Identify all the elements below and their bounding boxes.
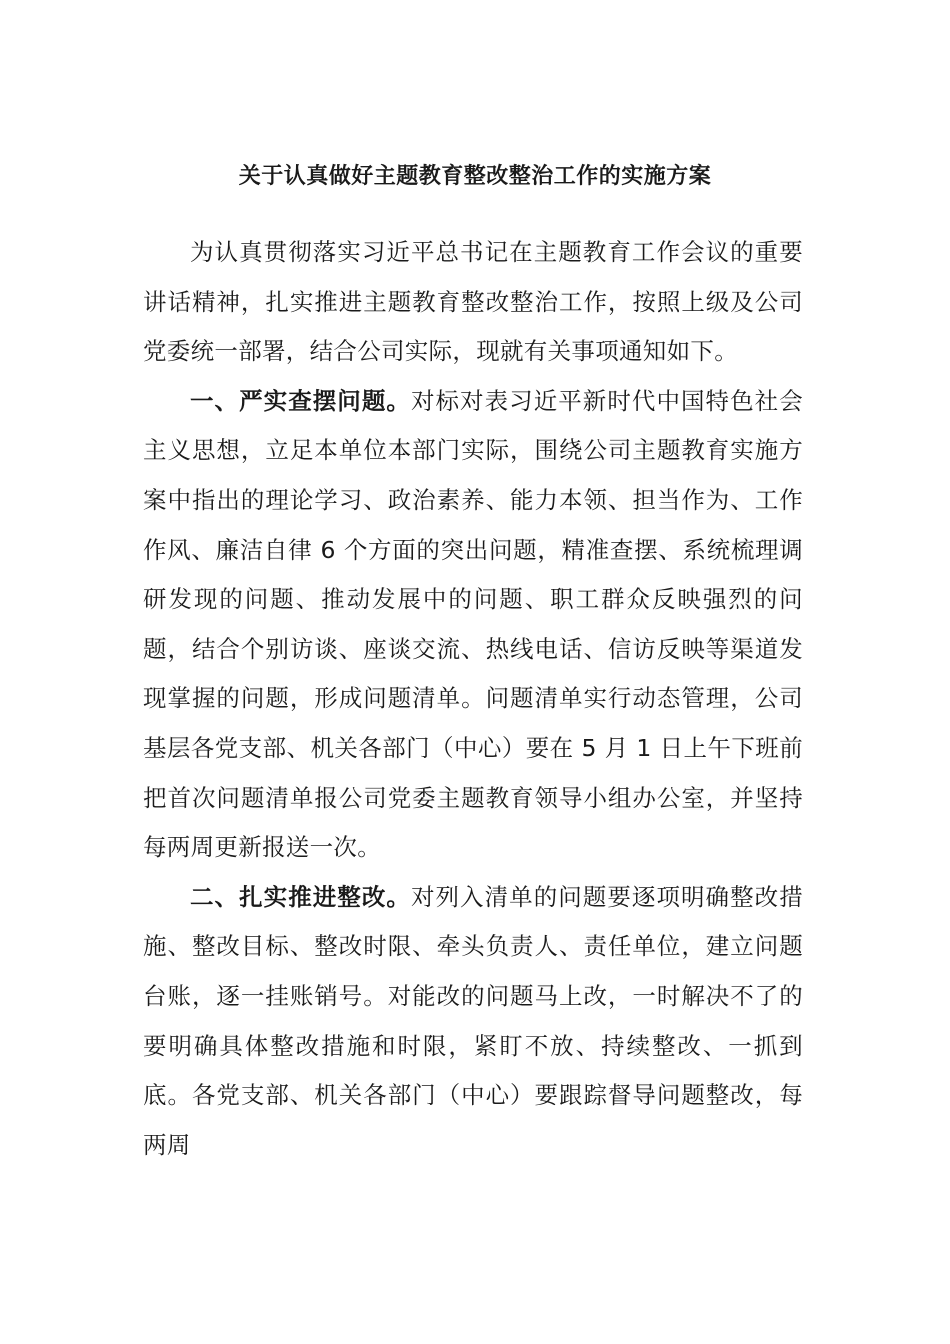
document-title: 关于认真做好主题教育整改整治工作的实施方案 <box>238 164 712 189</box>
section-text-2: 对列入清单的问题要逐项明确整改措施、整改目标、整改时限、牵头负责人、责任单位，建立问题台账，逐一挂账销号。对能改的问题马上改，一时解决不了的要明确具体整改措施和时限，紧盯不放、持续整改、一抓到底。各党支部、机关各部门（中心）要跟踪督导问题整改，每两周 <box>143 882 803 1159</box>
section-heading-1: 一、严实查摆问题。 <box>190 386 411 415</box>
section-paragraph-2 <box>143 873 803 1171</box>
intro-paragraph: 为认真贯彻落实习近平总书记在主题教育工作会议的重要讲话精神，扎实推进主题教育整改整治工作，按照上级及公司党委统一部署，结合公司实际，现就有关事项通知如下。 <box>143 238 803 366</box>
document-body <box>143 228 803 1170</box>
section-text-1: 对标对表习近平新时代中国特色社会主义思想，立足本单位本部门实际，围绕公司主题教育实施方案中指出的理论学习、政治素养、能力本领、担当作为、工作作风、廉洁自律 6 个方面的突出问题，精准查摆、系统梳理调研发现的问题、推动发展中的问题、职工群众反映强烈的问题，结合个别访谈、座谈交流、热线电话、信访反映等渠道发现掌握的问题，形成问题清单。问题清单实行动态管理，公司基层各党支部、机关各部门（中心）要在 5 月 1 日上午下班前把首次问题清单报公司党委主题教育领导小组办公室，并坚持每两周更新报送一次。 <box>143 386 803 862</box>
section-paragraph-1 <box>143 377 803 873</box>
section-heading-2: 二、扎实推进整改。 <box>190 882 411 911</box>
